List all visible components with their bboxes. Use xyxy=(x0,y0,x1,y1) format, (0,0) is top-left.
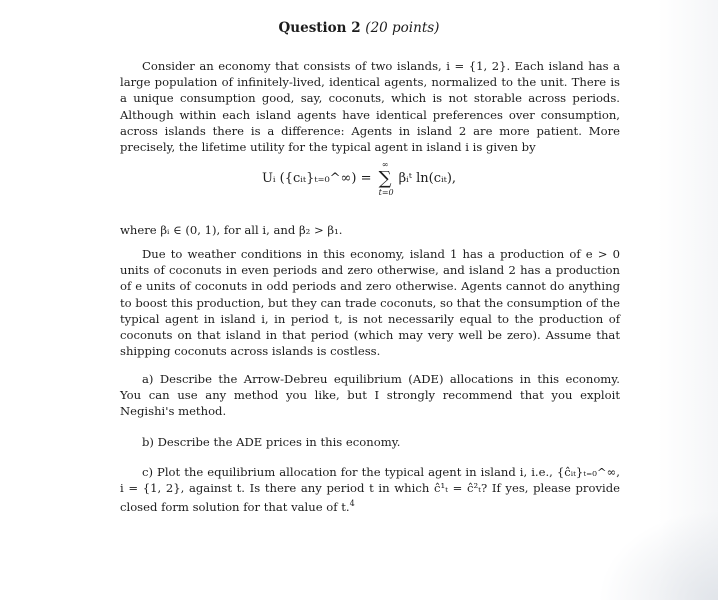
part-a-paragraph: a) Describe the Arrow-Debreu equilibrium (ADE) allocations in this economy. You can use any method you like, but I strongly recommend that you exploit Negishi's method. xyxy=(120,372,620,419)
question-title xyxy=(0,20,718,36)
page-corner-shadow xyxy=(598,510,718,600)
formula-lhs: Uᵢ ({cᵢₜ}ₜ₌₀^∞) = xyxy=(261,171,372,186)
summation-sigma: ∑ xyxy=(378,168,392,189)
question-title-text: Question 2 xyxy=(278,20,361,36)
question-points: (20 points) xyxy=(365,20,440,36)
formula-rhs: βᵢᵗ ln(cᵢₜ), xyxy=(398,171,457,186)
weather-paragraph: Due to weather conditions in this economy, island 1 has a production of e > 0 units of coconuts in even periods and zero otherwise, and island 2 has a production of e units of coconuts in odd periods and zero otherwise. Agents cannot do anything to boost this production, but they can trade coconuts, so that the consumption of the typical agent in island i, in period t, is not necessarily equal to the production of coconuts on that island in that period (which may very well be zero). Assume that shipping coconuts across islands is costless. xyxy=(120,247,620,359)
summation-lower-limit: t=0 xyxy=(378,188,394,197)
intro-paragraph: Consider an economy that consists of two islands, i = {1, 2}. Each island has a large population of infinitely-lived, identical agents, normalized to the unit. There is a unique consumption good, say, coconuts, which is not storable across periods. Although within each island agents have identical preferences over consumption, across islands there is a difference: Agents in island 2 are more patient. More precisely, the lifetime utility for the typical agent in island i is given by xyxy=(120,59,620,155)
part-c-paragraph xyxy=(120,464,620,515)
summation-symbol xyxy=(378,160,394,197)
summation-upper-limit: ∞ xyxy=(381,160,389,169)
part-b-paragraph: b) Describe the ADE prices in this economy. xyxy=(142,435,401,449)
footnote-marker: 4 xyxy=(349,499,355,509)
part-c-text: c) Plot the equilibrium allocation for the typical agent in island i, i.e., {ĉᵢₜ}ₜ₌₀^∞, i = {1, 2}, against t. Is there any period t in which ĉ¹ₜ = ĉ²ₜ? If yes, please provide closed form solution for that value of t. xyxy=(120,465,620,515)
utility-formula xyxy=(0,160,718,197)
where-paragraph: where βᵢ ∈ (0, 1), for all i, and β₂ > β₁. xyxy=(120,223,343,237)
